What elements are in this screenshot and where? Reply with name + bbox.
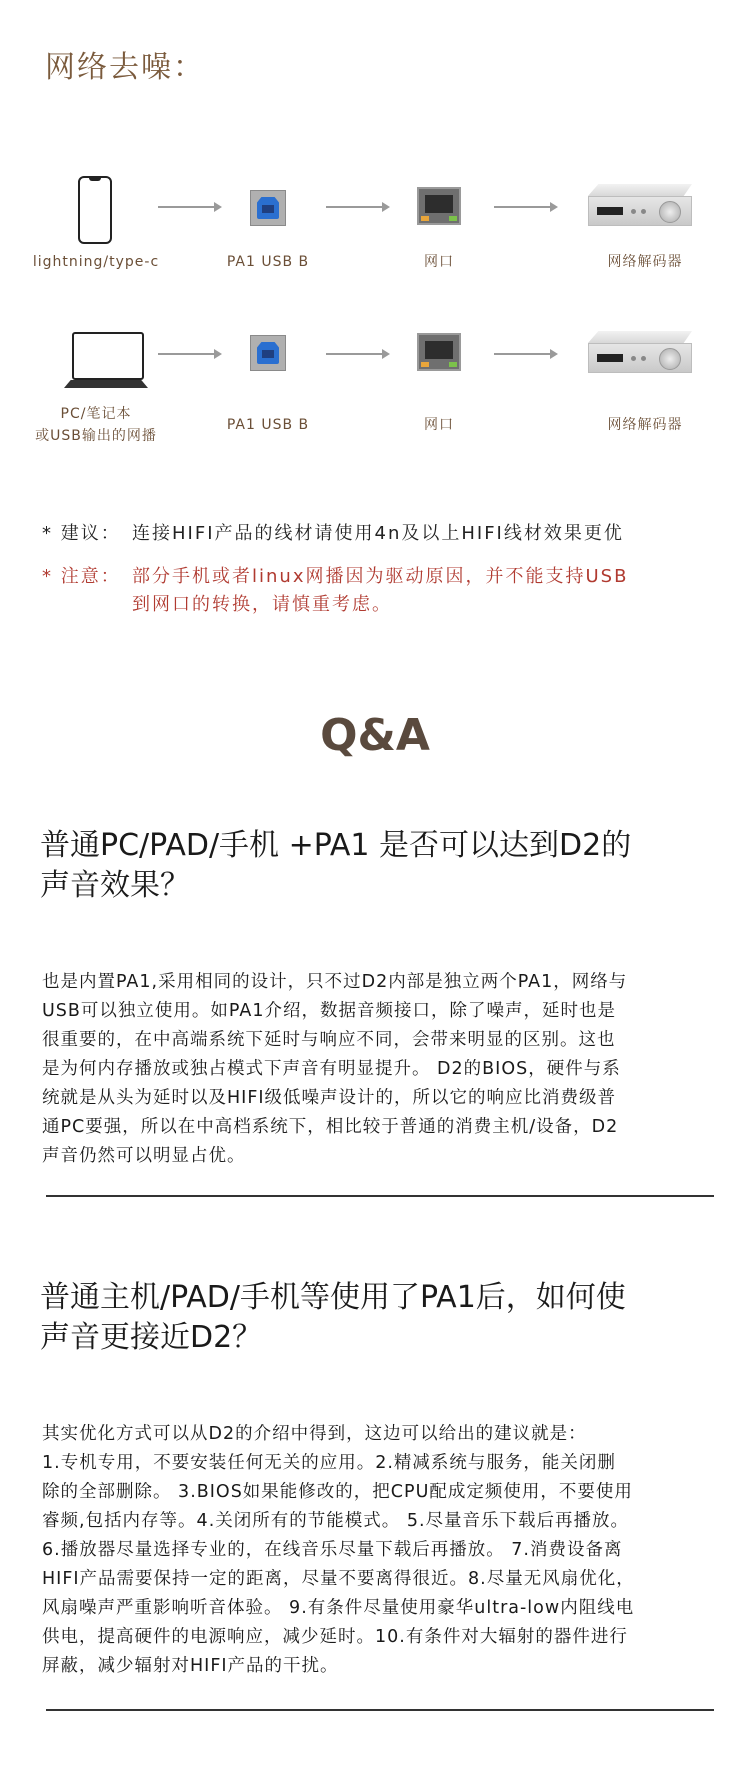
answer-line: 除的全部删除。 3.BIOS如果能修改的，把CPU配成定频使用，不要使用 [42,1482,633,1502]
arrow-icon [158,206,220,208]
suggestion-text: 连接HIFI产品的线材请使用4n及以上HIFI线材效果更优 [132,523,624,544]
usb-label: PA1 USB B [226,254,310,270]
qa-title: Q&A [320,710,430,761]
arrow-icon [494,353,556,355]
source-label: lightning/type-c [32,254,160,270]
warning-text-line1: 部分手机或者linux网播因为驱动原因，并不能支持USB [132,566,629,587]
warning-text-line2: 到网口的转换，请慎重考虑。 [132,594,392,615]
question-1-line1: 普通PC/PAD/手机 +PA1 是否可以达到D2的 [40,828,632,863]
source-label-line2: 或USB输出的网播 [35,428,157,444]
arrow-icon [158,353,220,355]
answer-line: 统就是从头为延时以及HIFI级低噪声设计的，所以它的响应比消费级普 [42,1088,617,1108]
decoder-label: 网络解码器 [607,254,683,270]
warning-note [42,563,732,619]
network-decoder-icon [588,331,692,373]
answer-line: 其实优化方式可以从D2的介绍中得到，这边可以给出的建议就是： [42,1424,587,1444]
question-2-line1: 普通主机/PAD/手机等使用了PA1后，如何使 [40,1280,626,1315]
suggestion-note [42,520,732,548]
answer-1 [42,968,714,1171]
answer-line: 通PC要强，所以在中高档系统下，相比较于普通的消费主机/设备，D2 [42,1117,619,1137]
answer-line: 声音仍然可以明显占优。 [42,1146,246,1166]
laptop-icon [64,332,148,388]
answer-line: 睿频,包括内存等。4.关闭所有的节能模式。 5.尽量音乐下载后再播放。 [42,1511,630,1531]
question-2-line2: 声音更接近D2？ [40,1320,263,1355]
usb-label: PA1 USB B [226,417,310,433]
decoder-label: 网络解码器 [607,417,683,433]
usb-b-port-icon [250,335,286,371]
divider [46,1195,714,1197]
network-decoder-icon [588,184,692,226]
answer-line: 供电，提高硬件的电源响应，减少延时。10.有条件对大辐射的器件进行 [42,1627,628,1647]
answer-2 [42,1420,714,1681]
question-1 [40,826,720,906]
answer-line: 6.播放器尽量选择专业的，在线音乐尽量下载后再播放。 7.消费设备离 [42,1540,623,1560]
arrow-icon [494,206,556,208]
arrow-icon [326,206,388,208]
port-label: 网口 [424,417,454,433]
answer-line: 是为何内存播放或独占模式下声音有明显提升。 D2的BIOS，硬件与系 [42,1059,621,1079]
answer-line: HIFI产品需要保持一定的距离，尽量不要离得很近。8.尽量无风扇优化， [42,1569,635,1589]
ethernet-port-icon [417,333,461,371]
usb-b-port-icon [250,190,286,226]
answer-line: 风扇噪声严重影响听音体验。 9.有条件尽量使用豪华ultra-low内阻线电 [42,1598,635,1618]
phone-icon [78,176,112,244]
question-2 [40,1278,720,1358]
suggestion-marker: * 建议： [42,523,121,544]
answer-line: 屏蔽，减少辐射对HIFI产品的干扰。 [42,1656,339,1676]
section-title: 网络去噪： [45,50,205,85]
answer-line: 1.专机专用，不要安装任何无关的应用。2.精减系统与服务，能关闭删 [42,1453,616,1473]
divider [46,1709,714,1711]
answer-line: USB可以独立使用。如PA1介绍，数据音频接口，除了噪声，延时也是 [42,1001,616,1021]
answer-line: 很重要的，在中高端系统下延时与响应不同，会带来明显的区别。这也 [42,1030,616,1050]
ethernet-port-icon [417,187,461,225]
answer-line: 也是内置PA1,采用相同的设计，只不过D2内部是独立两个PA1，网络与 [42,972,628,992]
question-1-line2: 声音效果？ [40,868,190,903]
arrow-icon [326,353,388,355]
warning-marker: * 注意： [42,566,121,587]
source-label-line1: PC/笔记本 [60,406,132,422]
port-label: 网口 [424,254,454,270]
